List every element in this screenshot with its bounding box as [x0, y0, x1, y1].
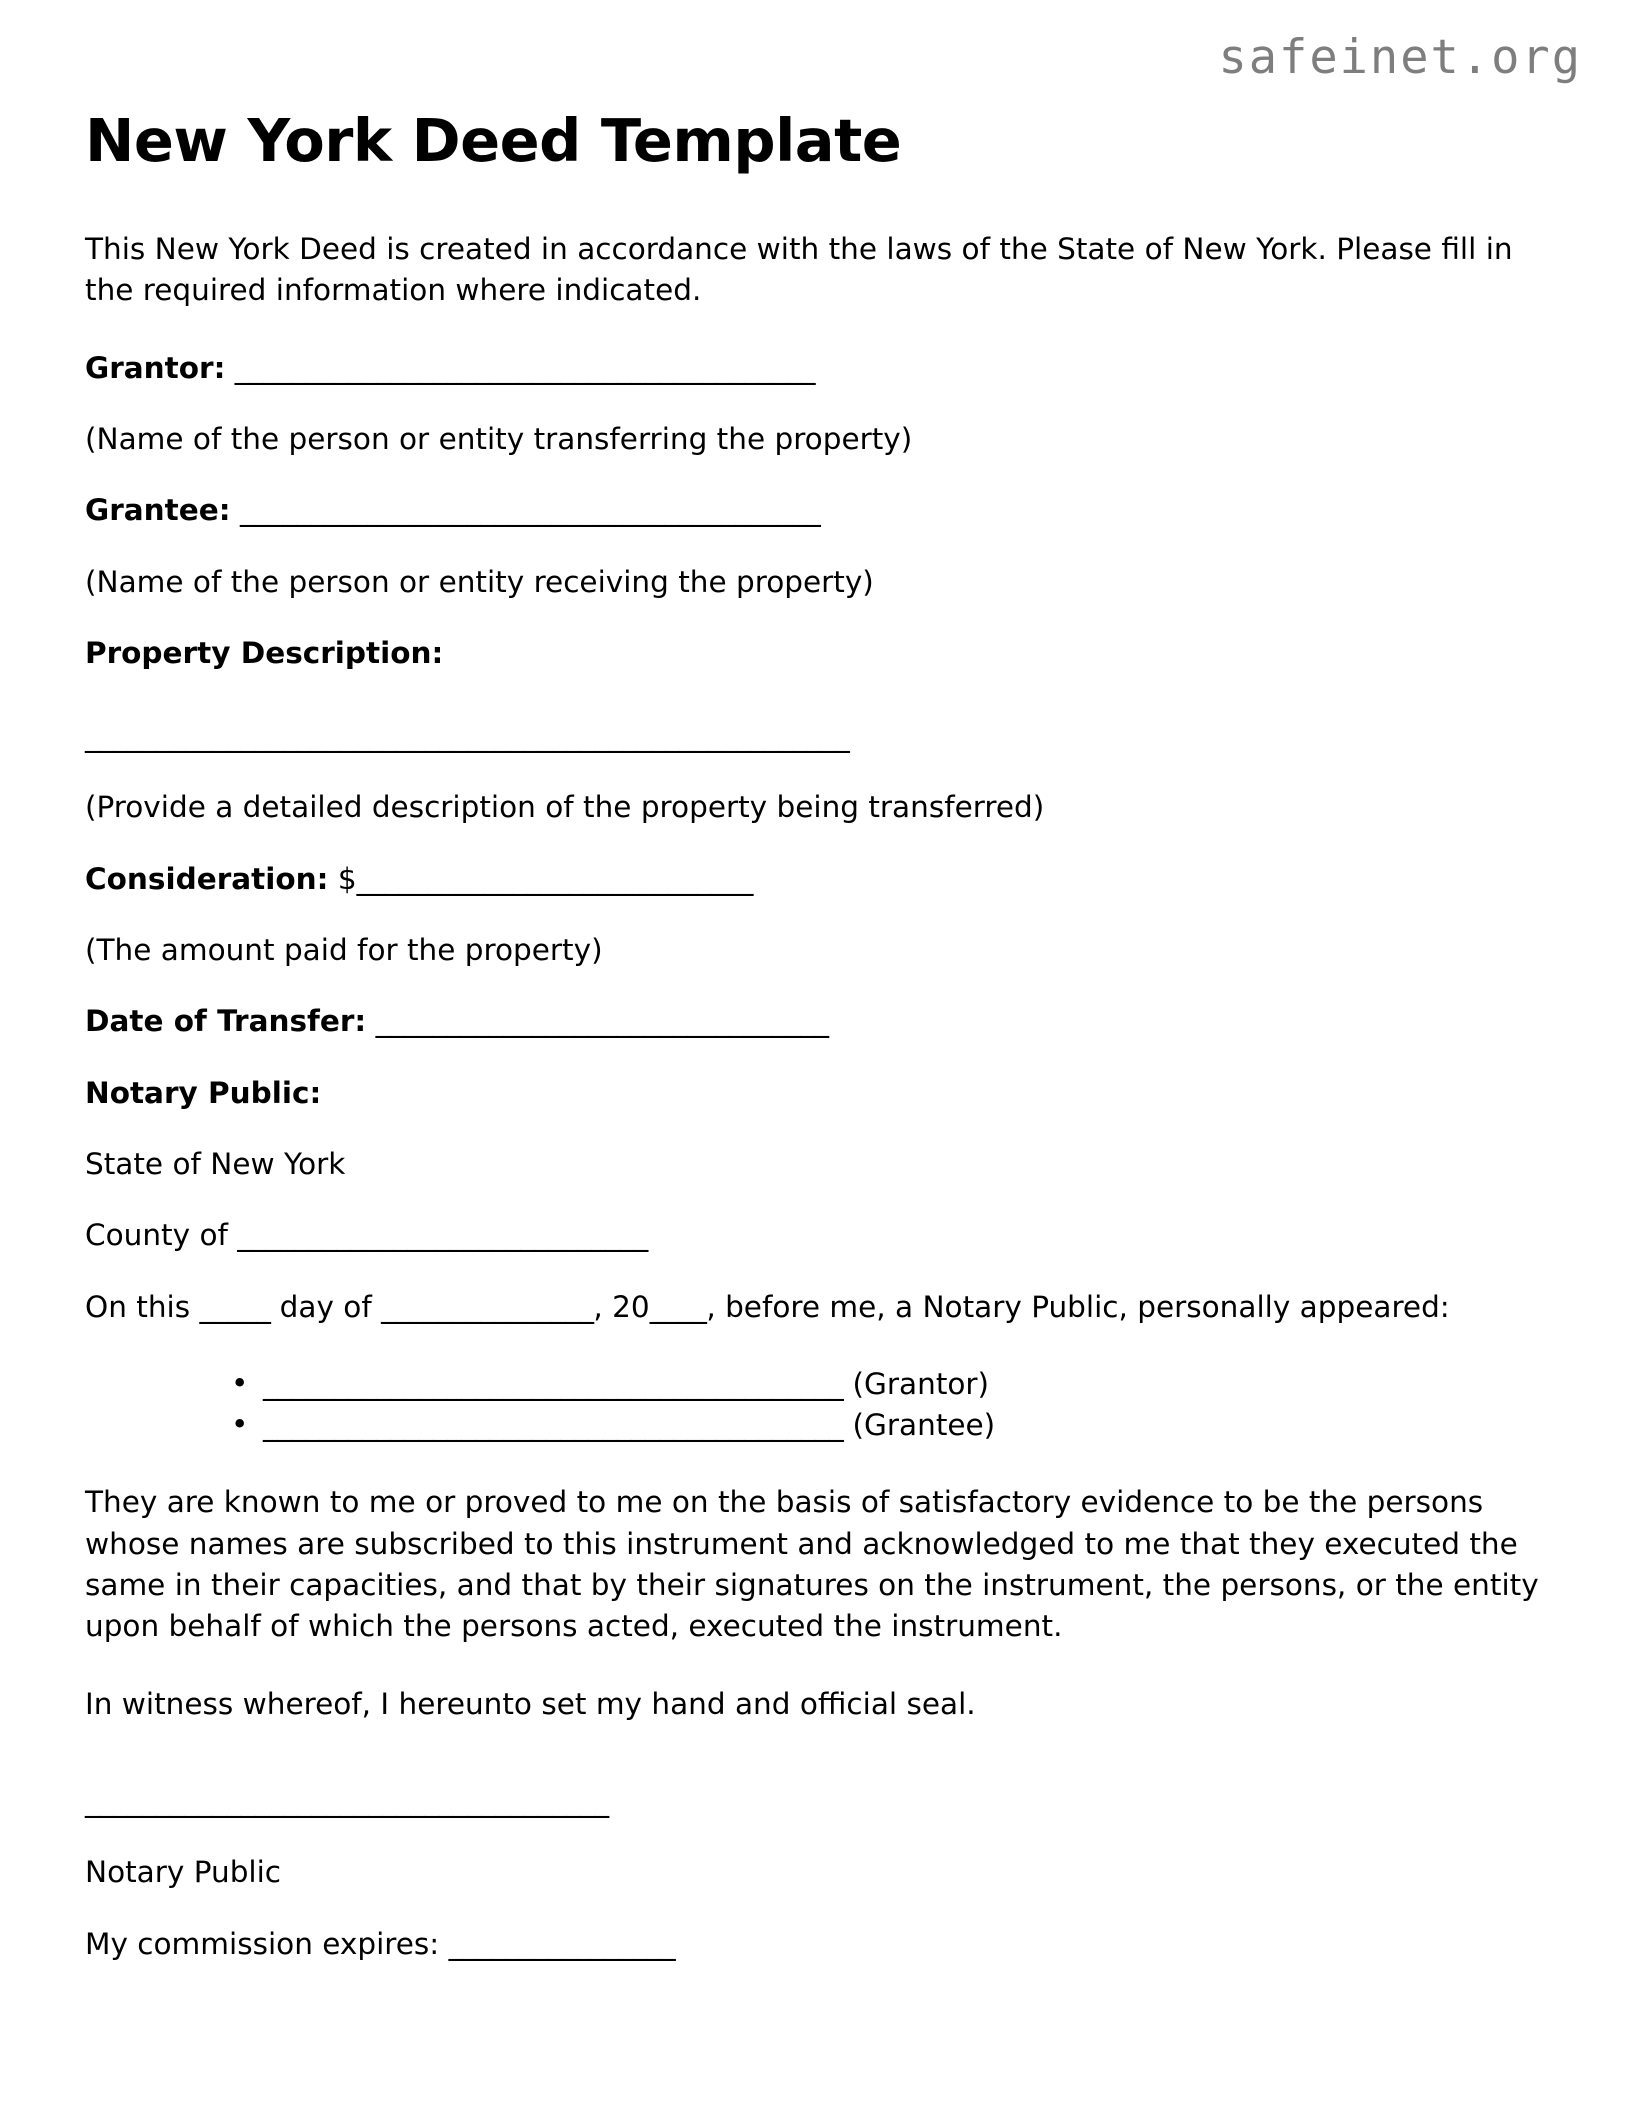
- appearance-suffix: , before me, a Notary Public, personally appeared:: [706, 1289, 1450, 1324]
- spacer: [85, 174, 1552, 229]
- grantee-input-blank[interactable]: _________________________________________: [239, 493, 821, 528]
- appearance-mid: day of: [279, 1289, 372, 1324]
- notary-state-line: State of New York: [85, 1146, 346, 1181]
- notary-county-row: [85, 1215, 1552, 1256]
- appearance-day-blank[interactable]: _____: [199, 1289, 271, 1324]
- appeared-persons-list: [85, 1364, 1552, 1447]
- intro-paragraph: This New York Deed is created in accordance with the laws of the State of New York. Please fill in the required information where indicated.: [85, 232, 1513, 308]
- appearance-prefix: On this: [85, 1289, 191, 1324]
- grantor-hint: (Name of the person or entity transferring the property): [85, 421, 913, 456]
- commission-expires-blank[interactable]: ________________: [448, 1926, 676, 1961]
- property-description-label: Property Description:: [85, 635, 444, 670]
- spacer: [85, 1043, 1552, 1073]
- site-watermark: safeinet.org: [1218, 30, 1582, 85]
- spacer: [85, 1114, 1552, 1144]
- spacer: [85, 1328, 1552, 1364]
- date-of-transfer-label: Date of Transfer:: [85, 1004, 367, 1039]
- spacer: [85, 603, 1552, 633]
- grantee-label: Grantee:: [85, 493, 231, 528]
- consideration-input-blank[interactable]: ____________________________: [356, 861, 753, 896]
- appearance-year-blank[interactable]: ____: [649, 1289, 707, 1324]
- spacer: [85, 1894, 1552, 1924]
- spacer: [85, 1648, 1552, 1684]
- spacer: [85, 312, 1552, 348]
- spacer: [85, 460, 1552, 490]
- list-item: [231, 1364, 1552, 1405]
- notary-signature-caption: Notary Public: [85, 1855, 282, 1890]
- spacer: [85, 532, 1552, 562]
- notary-appearance-paragraph: [85, 1287, 1552, 1328]
- county-input-blank[interactable]: _____________________________: [237, 1218, 648, 1253]
- notary-public-heading: Notary Public:: [85, 1075, 322, 1110]
- commission-expires-label: My commission expires:: [85, 1926, 440, 1961]
- spacer: [85, 1446, 1552, 1482]
- spacer: [85, 757, 1552, 787]
- grantee-hint: (Name of the person or entity receiving the property): [85, 564, 874, 599]
- date-of-transfer-input-blank[interactable]: ________________________________: [375, 1004, 829, 1039]
- spacer: [85, 1185, 1552, 1215]
- spacer: [85, 674, 1552, 716]
- date-of-transfer-field-row: [85, 1001, 1552, 1042]
- grantee-field-row: [85, 490, 1552, 531]
- spacer: [85, 389, 1552, 419]
- appeared-grantor-label: (Grantor): [852, 1366, 990, 1401]
- consideration-label: Consideration:: [85, 861, 329, 896]
- grantor-field-row: [85, 348, 1552, 389]
- appearance-month-blank[interactable]: _______________: [381, 1289, 594, 1324]
- spacer: [85, 971, 1552, 1001]
- spacer: [85, 900, 1552, 930]
- currency-symbol: $: [337, 861, 357, 896]
- consideration-hint: (The amount paid for the property): [85, 933, 603, 968]
- spacer: [85, 829, 1552, 859]
- appearance-comma-year: , 20: [593, 1289, 650, 1324]
- witness-statement: In witness whereof, I hereunto set my hand and official seal.: [85, 1686, 976, 1721]
- page-title: New York Deed Template: [85, 106, 902, 175]
- spacer: [85, 1257, 1552, 1287]
- appeared-grantee-label: (Grantee): [852, 1408, 996, 1443]
- spacer: [85, 1822, 1552, 1852]
- appeared-grantor-blank[interactable]: _________________________________________: [263, 1366, 844, 1401]
- spacer: [85, 1725, 1552, 1781]
- list-item: [231, 1405, 1552, 1446]
- commission-expires-row: [85, 1924, 1552, 1965]
- consideration-field-row: [85, 859, 1552, 900]
- grantor-label: Grantor:: [85, 350, 226, 385]
- county-label: County of: [85, 1218, 228, 1253]
- acknowledgment-paragraph: They are known to me or proved to me on the basis of satisfactory evidence to be the persons whose names are subscribed to this instrument and acknowledged to me that they executed the same in their capacities, and that by their signatures on the instrument, the persons, or the entity upon behalf of which the persons acted, executed the instrument.: [85, 1485, 1539, 1644]
- property-description-hint: (Provide a detailed description of the property being transferred): [85, 790, 1045, 825]
- property-description-input-blank[interactable]: ______________________________________________________: [85, 719, 850, 754]
- notary-signature-blank[interactable]: _____________________________________: [85, 1783, 609, 1818]
- appeared-grantee-blank[interactable]: _________________________________________: [263, 1408, 844, 1443]
- grantor-input-blank[interactable]: _________________________________________: [234, 350, 815, 385]
